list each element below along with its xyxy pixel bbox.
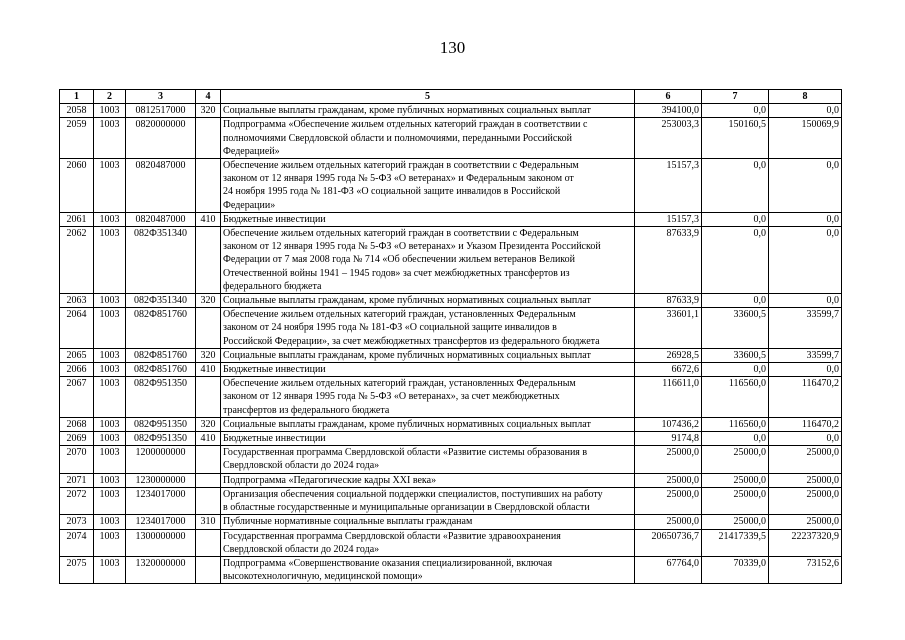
target-article-cell: 0820000000 (126, 118, 196, 159)
section-code-cell: 1003 (94, 529, 126, 556)
amount-col7-cell: 33600,5 (702, 348, 769, 362)
table-row (60, 212, 842, 226)
section-code-cell: 1003 (94, 159, 126, 213)
description-cell: Подпрограмма «Совершенствование оказания специализированной, включая высокотехнологичную, медицинской помощи» (221, 556, 635, 583)
amount-col7-cell: 25000,0 (702, 446, 769, 473)
expense-type-cell (196, 473, 221, 487)
section-code-cell: 1003 (94, 417, 126, 431)
amount-col8-cell: 25000,0 (769, 487, 842, 514)
description-cell: Бюджетные инвестиции (221, 363, 635, 377)
target-article-cell: 082Ф951350 (126, 417, 196, 431)
row-number-cell: 2068 (60, 417, 94, 431)
section-code-cell: 1003 (94, 308, 126, 349)
amount-col6-cell: 394100,0 (635, 104, 702, 118)
description-cell: Социальные выплаты гражданам, кроме публичных нормативных социальных выплат (221, 417, 635, 431)
amount-col7-cell: 116560,0 (702, 417, 769, 431)
amount-col8-cell: 150069,9 (769, 118, 842, 159)
row-number-cell: 2072 (60, 487, 94, 514)
expense-type-cell (196, 377, 221, 418)
row-number-cell: 2073 (60, 515, 94, 529)
row-number-cell: 2061 (60, 212, 94, 226)
table-row (60, 377, 842, 418)
amount-col8-cell: 33599,7 (769, 348, 842, 362)
amount-col8-cell: 25000,0 (769, 515, 842, 529)
amount-col6-cell: 15157,3 (635, 212, 702, 226)
expense-type-cell: 320 (196, 104, 221, 118)
column-header: 6 (635, 90, 702, 104)
table-row (60, 473, 842, 487)
table-row (60, 432, 842, 446)
amount-col6-cell: 87633,9 (635, 294, 702, 308)
section-code-cell: 1003 (94, 348, 126, 362)
expense-type-cell: 310 (196, 515, 221, 529)
column-header: 4 (196, 90, 221, 104)
expense-type-cell (196, 159, 221, 213)
table-body (60, 104, 842, 584)
amount-col7-cell: 0,0 (702, 104, 769, 118)
row-number-cell: 2058 (60, 104, 94, 118)
table-row (60, 515, 842, 529)
table-row (60, 529, 842, 556)
target-article-cell: 082Ф851760 (126, 308, 196, 349)
amount-col8-cell: 73152,6 (769, 556, 842, 583)
table-row (60, 556, 842, 583)
expense-type-cell: 410 (196, 363, 221, 377)
target-article-cell: 082Ф351340 (126, 227, 196, 294)
row-number-cell: 2062 (60, 227, 94, 294)
target-article-cell: 082Ф851760 (126, 363, 196, 377)
amount-col8-cell: 0,0 (769, 363, 842, 377)
target-article-cell: 082Ф351340 (126, 294, 196, 308)
amount-col8-cell: 33599,7 (769, 308, 842, 349)
target-article-cell: 1320000000 (126, 556, 196, 583)
expense-type-cell (196, 118, 221, 159)
target-article-cell: 0812517000 (126, 104, 196, 118)
amount-col7-cell: 0,0 (702, 432, 769, 446)
amount-col8-cell: 22237320,9 (769, 529, 842, 556)
description-cell: Обеспечение жильем отдельных категорий граждан в соответствии с Федеральным законом от 12 января 1995 года № 5-ФЗ «О ветеранах» и Указом Президента Российской Федерации от 7 мая 2008 года № 714 «Об обеспечении жильем ветеранов Великой Отечественной войны 1941 – 1945 годов» за счет межбюджетных трансфертов из федерального бюджета (221, 227, 635, 294)
description-cell: Бюджетные инвестиции (221, 212, 635, 226)
amount-col6-cell: 20650736,7 (635, 529, 702, 556)
table-row (60, 363, 842, 377)
expense-type-cell (196, 227, 221, 294)
amount-col6-cell: 25000,0 (635, 487, 702, 514)
section-code-cell: 1003 (94, 487, 126, 514)
amount-col6-cell: 25000,0 (635, 515, 702, 529)
section-code-cell: 1003 (94, 363, 126, 377)
amount-col7-cell: 0,0 (702, 227, 769, 294)
amount-col8-cell: 0,0 (769, 227, 842, 294)
expense-type-cell: 410 (196, 432, 221, 446)
expense-type-cell: 320 (196, 348, 221, 362)
amount-col7-cell: 33600,5 (702, 308, 769, 349)
amount-col6-cell: 6672,6 (635, 363, 702, 377)
amount-col6-cell: 25000,0 (635, 446, 702, 473)
table-row (60, 308, 842, 349)
row-number-cell: 2074 (60, 529, 94, 556)
section-code-cell: 1003 (94, 473, 126, 487)
description-cell: Подпрограмма «Педагогические кадры XXI века» (221, 473, 635, 487)
description-cell: Социальные выплаты гражданам, кроме публичных нормативных социальных выплат (221, 348, 635, 362)
row-number-cell: 2070 (60, 446, 94, 473)
amount-col8-cell: 0,0 (769, 432, 842, 446)
table-row (60, 159, 842, 213)
amount-col7-cell: 25000,0 (702, 515, 769, 529)
amount-col7-cell: 0,0 (702, 159, 769, 213)
budget-table (59, 89, 842, 584)
table-row (60, 446, 842, 473)
expense-type-cell: 410 (196, 212, 221, 226)
amount-col7-cell: 0,0 (702, 363, 769, 377)
description-cell: Государственная программа Свердловской области «Развитие здравоохранения Свердловской области до 2024 года» (221, 529, 635, 556)
amount-col6-cell: 67764,0 (635, 556, 702, 583)
section-code-cell: 1003 (94, 556, 126, 583)
description-cell: Обеспечение жильем отдельных категорий граждан, установленных Федеральным законом от 12 января 1995 года № 5-ФЗ «О ветеранах», за счет межбюджетных трансфертов из федерального бюджета (221, 377, 635, 418)
row-number-cell: 2060 (60, 159, 94, 213)
description-cell: Обеспечение жильем отдельных категорий граждан в соответствии с Федеральным законом от 12 января 1995 года № 5-ФЗ «О ветеранах» и Федеральным законом от 24 ноября 1995 года № 181-ФЗ «О социальной защите инвалидов в Российской Федерации» (221, 159, 635, 213)
target-article-cell: 0820487000 (126, 212, 196, 226)
section-code-cell: 1003 (94, 432, 126, 446)
amount-col6-cell: 26928,5 (635, 348, 702, 362)
column-header: 1 (60, 90, 94, 104)
table-row (60, 104, 842, 118)
section-code-cell: 1003 (94, 377, 126, 418)
row-number-cell: 2064 (60, 308, 94, 349)
target-article-cell: 082Ф951350 (126, 377, 196, 418)
amount-col8-cell: 0,0 (769, 212, 842, 226)
header-row (60, 90, 842, 104)
target-article-cell: 1230000000 (126, 473, 196, 487)
amount-col6-cell: 25000,0 (635, 473, 702, 487)
amount-col6-cell: 33601,1 (635, 308, 702, 349)
table-row (60, 118, 842, 159)
table-row (60, 487, 842, 514)
target-article-cell: 082Ф851760 (126, 348, 196, 362)
page-number: 130 (439, 38, 466, 57)
description-cell: Социальные выплаты гражданам, кроме публичных нормативных социальных выплат (221, 294, 635, 308)
section-code-cell: 1003 (94, 104, 126, 118)
amount-col7-cell: 0,0 (702, 294, 769, 308)
amount-col8-cell: 25000,0 (769, 473, 842, 487)
section-code-cell: 1003 (94, 446, 126, 473)
amount-col8-cell: 25000,0 (769, 446, 842, 473)
amount-col6-cell: 253003,3 (635, 118, 702, 159)
amount-col6-cell: 15157,3 (635, 159, 702, 213)
description-cell: Бюджетные инвестиции (221, 432, 635, 446)
table-row (60, 348, 842, 362)
column-header: 8 (769, 90, 842, 104)
target-article-cell: 1300000000 (126, 529, 196, 556)
amount-col6-cell: 87633,9 (635, 227, 702, 294)
target-article-cell: 082Ф951350 (126, 432, 196, 446)
description-cell: Организация обеспечения социальной поддержки специалистов, поступивших на работу в областные государственные и муниципальные организации в Свердловской области (221, 487, 635, 514)
amount-col7-cell: 25000,0 (702, 487, 769, 514)
amount-col7-cell: 150160,5 (702, 118, 769, 159)
section-code-cell: 1003 (94, 227, 126, 294)
amount-col8-cell: 0,0 (769, 159, 842, 213)
column-header: 2 (94, 90, 126, 104)
expense-type-cell (196, 556, 221, 583)
expense-type-cell (196, 487, 221, 514)
row-number-cell: 2065 (60, 348, 94, 362)
row-number-cell: 2066 (60, 363, 94, 377)
amount-col7-cell: 116560,0 (702, 377, 769, 418)
row-number-cell: 2069 (60, 432, 94, 446)
expense-type-cell (196, 446, 221, 473)
expense-type-cell: 320 (196, 294, 221, 308)
table-row (60, 417, 842, 431)
description-cell: Государственная программа Свердловской области «Развитие системы образования в Свердловской области до 2024 года» (221, 446, 635, 473)
amount-col8-cell: 116470,2 (769, 377, 842, 418)
amount-col7-cell: 70339,0 (702, 556, 769, 583)
row-number-cell: 2063 (60, 294, 94, 308)
expense-type-cell (196, 308, 221, 349)
target-article-cell: 1234017000 (126, 515, 196, 529)
section-code-cell: 1003 (94, 118, 126, 159)
table-header (60, 90, 842, 104)
target-article-cell: 1200000000 (126, 446, 196, 473)
amount-col8-cell: 0,0 (769, 104, 842, 118)
amount-col6-cell: 116611,0 (635, 377, 702, 418)
target-article-cell: 0820487000 (126, 159, 196, 213)
column-header: 3 (126, 90, 196, 104)
description-cell: Публичные нормативные социальные выплаты гражданам (221, 515, 635, 529)
amount-col7-cell: 21417339,5 (702, 529, 769, 556)
description-cell: Подпрограмма «Обеспечение жильем отдельных категорий граждан в соответствии с полномочиями Свердловской области и полномочиями, переданными Российской Федерацией» (221, 118, 635, 159)
amount-col7-cell: 25000,0 (702, 473, 769, 487)
column-header: 7 (702, 90, 769, 104)
expense-type-cell (196, 529, 221, 556)
row-number-cell: 2071 (60, 473, 94, 487)
column-header: 5 (221, 90, 635, 104)
description-cell: Обеспечение жильем отдельных категорий граждан, установленных Федеральным законом от 24 ноября 1995 года № 181-ФЗ «О социальной защите инвалидов в Российской Федерации», за счет межбюджетных трансфертов из федерального бюджета (221, 308, 635, 349)
description-cell: Социальные выплаты гражданам, кроме публичных нормативных социальных выплат (221, 104, 635, 118)
amount-col8-cell: 0,0 (769, 294, 842, 308)
table-row (60, 294, 842, 308)
row-number-cell: 2067 (60, 377, 94, 418)
section-code-cell: 1003 (94, 212, 126, 226)
target-article-cell: 1234017000 (126, 487, 196, 514)
row-number-cell: 2075 (60, 556, 94, 583)
section-code-cell: 1003 (94, 294, 126, 308)
section-code-cell: 1003 (94, 515, 126, 529)
amount-col7-cell: 0,0 (702, 212, 769, 226)
amount-col8-cell: 116470,2 (769, 417, 842, 431)
row-number-cell: 2059 (60, 118, 94, 159)
expense-type-cell: 320 (196, 417, 221, 431)
table-row (60, 227, 842, 294)
amount-col6-cell: 107436,2 (635, 417, 702, 431)
amount-col6-cell: 9174,8 (635, 432, 702, 446)
